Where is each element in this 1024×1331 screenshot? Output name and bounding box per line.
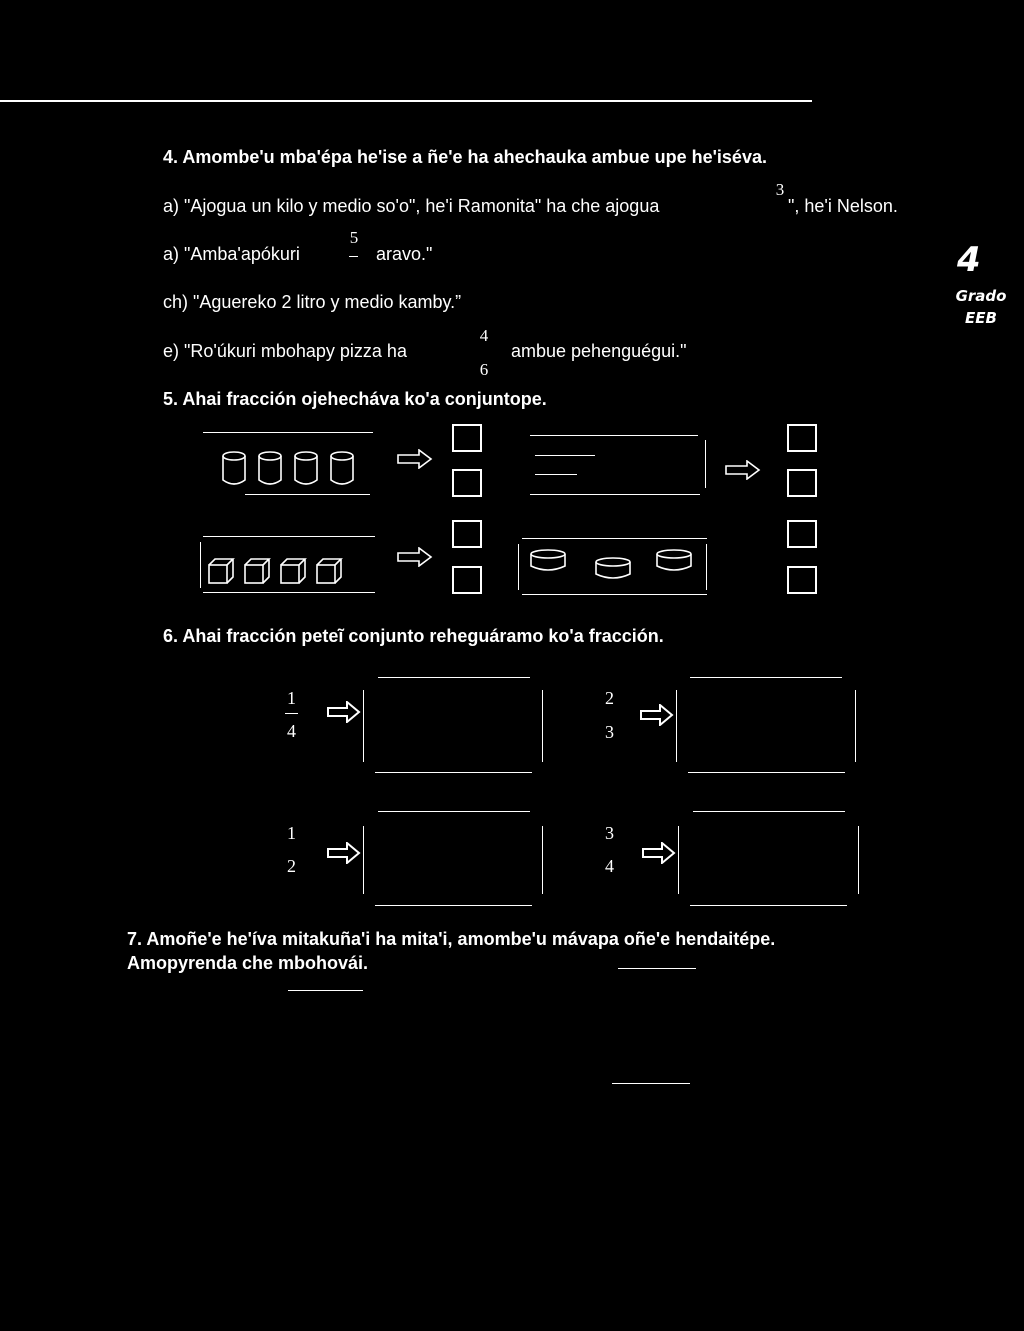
set2-top-line — [530, 435, 698, 436]
set3-bottom-line — [203, 592, 375, 593]
grade-label-line2: EEB — [965, 309, 997, 327]
q4-line-a1-end: ", he'i Nelson. — [788, 196, 898, 216]
cylinder-icon — [259, 452, 281, 484]
q4-title: 4. Amombe'u mba'épa he'ise a ñe'e ha ahechauka ambue upe he'iséva. — [163, 147, 767, 167]
q4-line-ch: ch) "Aguereko 2 litro y medio kamby.” — [163, 292, 462, 312]
answer-box[interactable] — [787, 424, 817, 452]
q6-set-3-top — [378, 811, 530, 812]
cylinder-icon — [295, 452, 317, 484]
set2-right-line — [705, 440, 706, 488]
set2-bar — [535, 455, 595, 456]
q4-line-a2-end: aravo." — [376, 244, 433, 264]
q4-line-a2: a) "Amba'apókuri — [163, 244, 300, 264]
set3-top-line — [203, 536, 375, 537]
cube-icon — [245, 559, 269, 583]
q4-line-a1: a) "Ajogua un kilo y medio so'o", he'i Ramonita" ha che ajogua — [163, 196, 660, 216]
q6-fraction-2-denominator: 3 — [605, 722, 614, 742]
q6-fraction-3-numerator: 1 — [287, 823, 296, 843]
can-icon — [596, 558, 630, 578]
grade-number: 4 — [957, 240, 981, 280]
q6-title: 6. Ahai fracción peteĩ conjunto reheguáramo ko'a fracción. — [163, 626, 664, 646]
q6-set-1-top — [378, 677, 530, 678]
grade-label-line1: Grado — [955, 287, 1007, 305]
q6-set-3-right — [542, 826, 543, 894]
right-arrow-icon — [397, 547, 433, 567]
set1-top-line — [203, 432, 373, 433]
grade-label — [946, 285, 1016, 329]
set4-bottom-line — [522, 594, 707, 595]
set1-bottom-line — [245, 494, 370, 495]
right-arrow-icon — [640, 704, 674, 726]
cube-icon — [317, 559, 341, 583]
q6-set-4-top — [693, 811, 845, 812]
q7-stroke-2 — [288, 990, 363, 991]
set2-bar — [535, 474, 577, 475]
set4-cans — [528, 548, 698, 587]
answer-box[interactable] — [787, 566, 817, 594]
q6-fraction-1-numerator: 1 — [287, 688, 296, 708]
q7-line1: 7. Amoñe'e he'íva mitakuña'i ha mita'i, amombe'u mávapa oñe'e hendaitépe. — [127, 929, 776, 949]
answer-box[interactable] — [452, 469, 482, 497]
set4-top-line — [522, 538, 707, 539]
q6-set-3-bottom — [375, 905, 532, 906]
q4-line-e: e) "Ro'úkuri mbohapy pizza ha — [163, 341, 407, 361]
q6-set-2-left[interactable] — [676, 690, 677, 762]
q6-set-4-bottom — [690, 905, 847, 906]
q7-stroke-1 — [618, 968, 696, 969]
q6-set-2-top — [690, 677, 842, 678]
answer-box[interactable] — [452, 520, 482, 548]
q6-set-4-left[interactable] — [678, 826, 679, 894]
set3-cubes — [207, 557, 357, 592]
q6-fraction-1-bar — [285, 713, 298, 714]
q6-fraction-1-denominator: 4 — [287, 721, 296, 741]
q4-a2-fraction-numerator: 5 — [349, 228, 359, 247]
answer-box[interactable] — [452, 566, 482, 594]
set4-right-line — [706, 544, 707, 590]
q7-line2: Amopyrenda che mbohovái. — [127, 953, 369, 973]
right-arrow-icon — [642, 842, 676, 864]
cylinder-icon — [223, 452, 245, 484]
right-arrow-icon — [397, 449, 433, 469]
q6-set-2-right — [855, 690, 856, 762]
q6-set-1-right — [542, 690, 543, 762]
q4-a1-fraction-numerator: 3 — [775, 180, 785, 199]
q4-line-e-end: ambue pehenguégui." — [511, 341, 687, 361]
set1-cylinders — [220, 450, 365, 495]
right-arrow-icon — [327, 842, 361, 864]
can-icon — [657, 550, 691, 570]
q6-set-3-left[interactable] — [363, 826, 364, 894]
q6-fraction-4-denominator: 4 — [605, 856, 614, 876]
q4-e-fraction-numerator: 4 — [479, 326, 489, 345]
set2-bottom-line — [530, 494, 700, 495]
set3-left-line — [200, 542, 201, 588]
q6-set-4-right — [858, 826, 859, 894]
cylinder-icon — [331, 452, 353, 484]
q7-stroke-3 — [612, 1083, 690, 1084]
answer-box[interactable] — [787, 520, 817, 548]
right-arrow-icon — [725, 460, 761, 480]
q6-set-1-left[interactable] — [363, 690, 364, 762]
answer-box[interactable] — [452, 424, 482, 452]
cube-icon — [209, 559, 233, 583]
q4-e-fraction-denominator: 6 — [479, 360, 489, 379]
header-rule — [0, 100, 812, 102]
q6-fraction-4-numerator: 3 — [605, 823, 614, 843]
answer-box[interactable] — [787, 469, 817, 497]
q6-fraction-2-numerator: 2 — [605, 688, 614, 708]
q6-set-2-bottom — [688, 772, 845, 773]
set4-left-line — [518, 544, 519, 590]
q6-fraction-3-denominator: 2 — [287, 856, 296, 876]
cube-icon — [281, 559, 305, 583]
q6-set-1-bottom — [375, 772, 532, 773]
right-arrow-icon — [327, 701, 361, 723]
can-icon — [531, 550, 565, 570]
q4-a2-fraction-bar — [349, 256, 358, 257]
q5-title: 5. Ahai fracción ojehecháva ko'a conjuntope. — [163, 389, 547, 409]
